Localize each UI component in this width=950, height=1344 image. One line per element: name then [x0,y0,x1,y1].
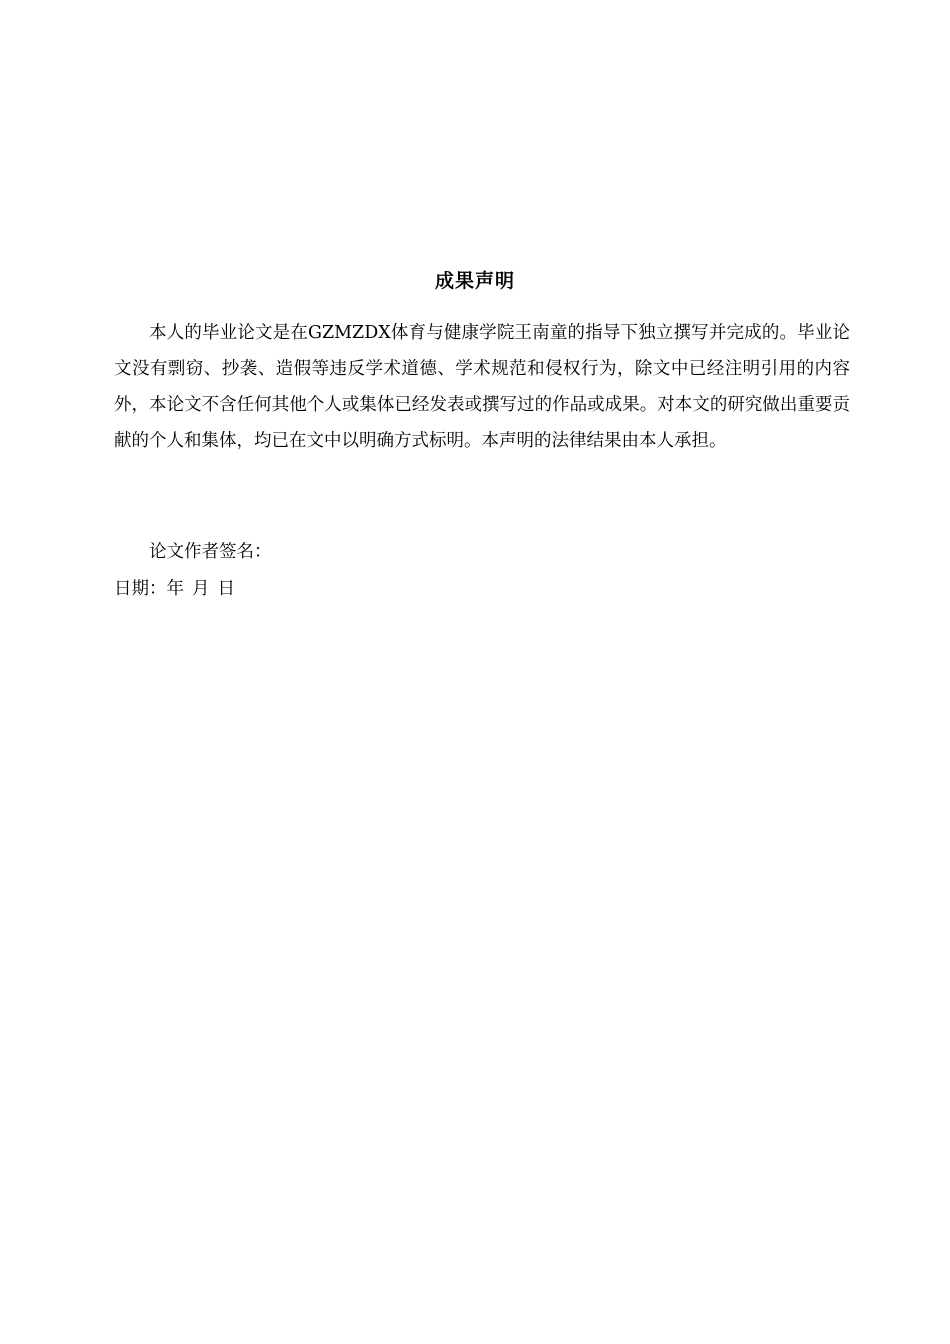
author-signature-label: 论文作者签名： [149,542,272,562]
page-title: 成果声明 [434,270,515,292]
declaration-paragraph: 本人的毕业论文是在GZMZDX体育与健康学院王南童的指导下独立撰写并完成的。毕业论文没有剽窃、抄袭、造假等违反学术道德、学术规范和侵权行为，除文中已经注明引用的内容外，本论文不含任何其他个人或集体已经发表或撰写过的作品或成果。对本文的研究做出重要贡献的个人和集体，均已在文中以明确方式标明。本声明的法律结果由本人承担。 [114,323,850,451]
month-label: 月 [192,579,210,599]
day-label: 日 [217,579,235,599]
year-label: 年 [166,579,184,599]
date-line [114,574,235,604]
date-label: 日期： [114,579,167,599]
declaration-body [114,315,850,459]
